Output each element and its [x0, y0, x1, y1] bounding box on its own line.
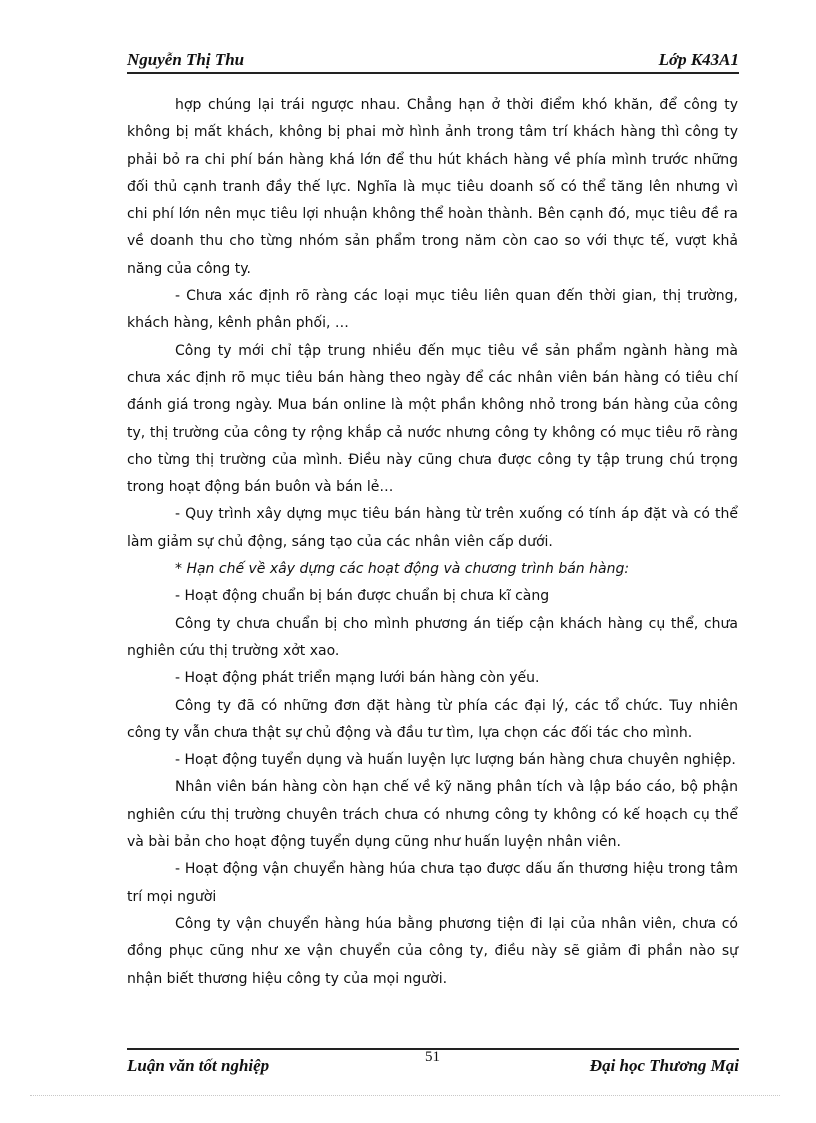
footer-university: Đại học Thương Mại [589, 1056, 739, 1075]
paragraph: Công ty đã có những đơn đặt hàng từ phía các đại lý, các tổ chức. Tuy nhiên công ty vẫn chưa thật sự chủ động và đầu tư tìm, lựa chọn các đối tác cho mình. [127, 697, 738, 741]
header-class: Lớp K43A1 [658, 50, 739, 69]
paragraph: - Hoạt động phát triển mạng lưới bán hàng còn yếu. [175, 670, 540, 687]
page-edge-dotted-line [30, 1095, 780, 1096]
paragraph: Công ty mới chỉ tập trung nhiều đến mục tiêu về sản phẩm ngành hàng mà chưa xác định rõ mục tiêu bán hàng theo ngày để các nhân viên bán hàng có tiêu chí đánh giá trong ngày. Mua bán online là một phần không nhỏ trong bán hàng của công ty, thị trường của công ty rộng khắp cả nước nhưng công ty không có mục tiêu rõ ràng cho từng thị trường của mình. Điều này cũng chưa được công ty tập trung chú trọng trong hoạt động bán buôn và bán lẻ… [127, 342, 738, 496]
body-text [127, 92, 738, 993]
paragraph: hợp chúng lại trái ngược nhau. Chẳng hạn ở thời điểm khó khăn, để công ty không bị mất khách, không bị phai mờ hình ảnh trong tâm trí khách hàng thì công ty phải bỏ ra chi phí bán hàng khá lớn để thu hút khách hàng về phía mình trước những đối thủ cạnh tranh đầy thế lực. Nghĩa là mục tiêu doanh số có thể tăng lên nhưng vì chi phí lớn nên mục tiêu lợi nhuận không thể hoàn thành. Bên cạnh đó, mục tiêu đề ra về doanh thu cho từng nhóm sản phẩm trong năm còn cao so với thực tế, vượt khả năng của công ty. [127, 97, 738, 277]
page-header [127, 50, 739, 74]
page-number: 51 [425, 1049, 440, 1065]
paragraph: Công ty chưa chuẩn bị cho mình phương án tiếp cận khách hàng cụ thể, chưa nghiên cứu thị trường xởt xao. [127, 615, 738, 659]
footer-thesis-label: Luận văn tốt nghiệp [127, 1056, 270, 1075]
page-footer [127, 1048, 739, 1078]
paragraph: Nhân viên bán hàng còn hạn chế về kỹ năng phân tích và lập báo cáo, bộ phận nghiên cứu thị trường chuyên trách chưa có nhưng công ty không có kế hoạch cụ thể và bài bản cho hoạt động tuyển dụng cũng như huấn luyện nhân viên. [127, 779, 738, 851]
paragraph: - Hoạt động tuyển dụng và huấn luyện lực lượng bán hàng chưa chuyên nghiệp. [175, 752, 736, 769]
paragraph: - Chưa xác định rõ ràng các loại mục tiêu liên quan đến thời gian, thị trường, khách hàng, kênh phân phối, … [127, 288, 738, 332]
header-author: Nguyễn Thị Thu [127, 50, 245, 69]
paragraph: Công ty vận chuyển hàng húa bằng phương tiện đi lại của nhân viên, chưa có đồng phục cũng như xe vận chuyển của công ty, điều này sẽ giảm đi phần nào sự nhận biết thương hiệu công ty của mọi người. [127, 915, 738, 987]
paragraph: - Quy trình xây dựng mục tiêu bán hàng từ trên xuống có tính áp đặt và có thể làm giảm sự chủ động, sáng tạo của các nhân viên cấp dưới. [127, 506, 738, 550]
paragraph: - Hoạt động chuẩn bị bán được chuẩn bị chưa kĩ càng [175, 588, 550, 605]
section-heading: * Hạn chế về xây dựng các hoạt động và chương trình bán hàng: [175, 561, 630, 578]
paragraph: - Hoạt động vận chuyển hàng húa chưa tạo được dấu ấn thương hiệu trong tâm trí mọi người [127, 861, 738, 905]
